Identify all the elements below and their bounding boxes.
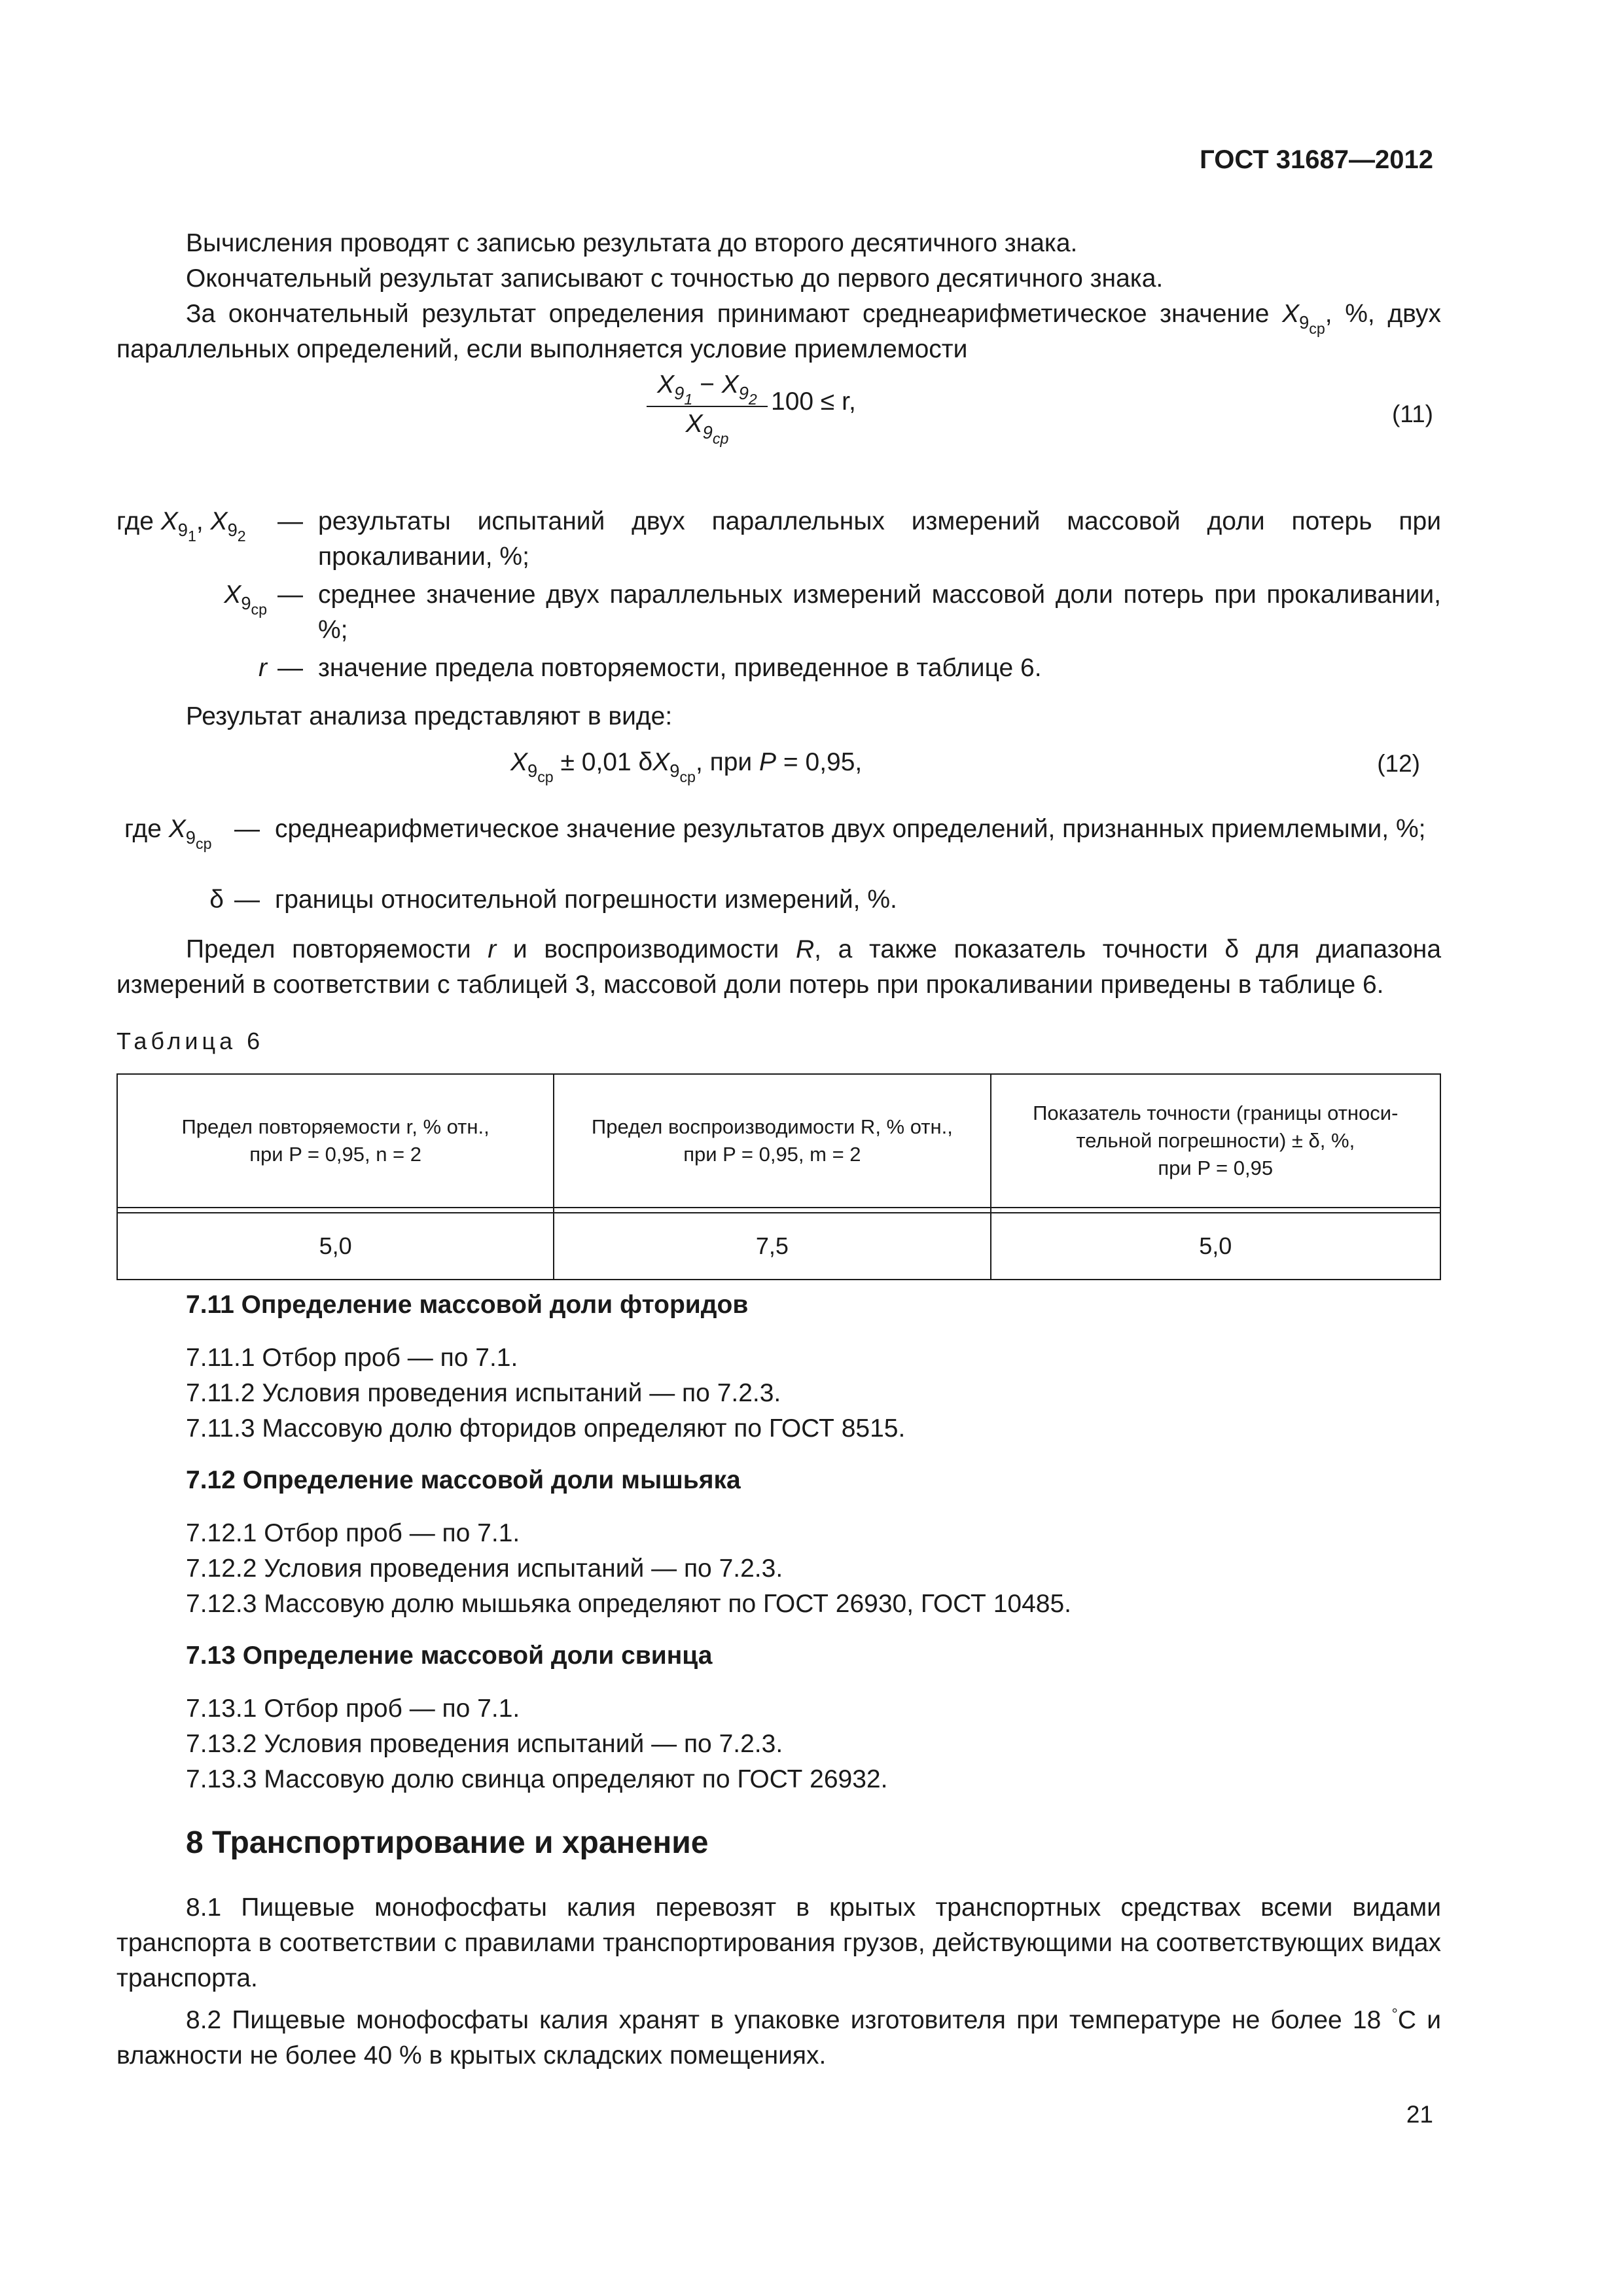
definition-desc-r: значение предела повторяемости, приведенное в таблице 6. bbox=[318, 654, 1042, 682]
list-item: 7.12.1 Отбор проб — по 7.1. bbox=[186, 1519, 520, 1547]
section-heading-7-11: 7.11 Определение массовой доли фторидов bbox=[186, 1291, 749, 1319]
definition-desc-delta: границы относительной погрешности измерений, %. bbox=[275, 886, 897, 914]
definition-dash: — bbox=[277, 581, 303, 609]
paragraph-acceptance-b: , %, двух параллельных определений, если выполняется условие приемлемости bbox=[116, 300, 1441, 363]
table-6 bbox=[116, 1073, 1441, 1280]
definition-dash: — bbox=[277, 507, 303, 535]
equation-11-number: (11) bbox=[1391, 401, 1433, 427]
table-header-row bbox=[117, 1074, 1440, 1208]
equation-11-denominator: $X_{9_{ср}}$ bbox=[685, 410, 729, 447]
equation-12: $X_{9_{ср}} \pm 0,01$ $\delta X_{9_{ср}}$, при P = 0,95, bbox=[510, 748, 863, 785]
equation-12-number: (12) bbox=[1377, 750, 1420, 777]
definition-desc-x91-x92: результаты испытаний двух параллельных измерений массовой доли потерь при прокаливании, %; bbox=[318, 507, 1441, 571]
list-item: 7.11.2 Условия проведения испытаний — по 7.2.3. bbox=[186, 1379, 781, 1407]
table-cell-repeatability: 5,0 bbox=[117, 1213, 554, 1280]
definition-dash: — bbox=[234, 886, 260, 914]
definition-term-x9cp: $X_{9_{ср}}$ bbox=[224, 581, 267, 618]
paragraph-final-precision: Окончательный результат записывают с точностью до первого десятичного знака. bbox=[186, 264, 1164, 293]
paragraph-limits: Предел повторяемости r и воспроизводимости R, а также показатель точности δ для диапазона измерений в соответствии с таблицей 3, массовой доли потерь при прокаливании приведены в таблице 6. bbox=[116, 935, 1442, 999]
list-item: 7.13.1 Отбор проб — по 7.1. bbox=[186, 1695, 520, 1723]
section-heading-7-13: 7.13 Определение массовой доли свинца bbox=[186, 1641, 713, 1670]
paragraph-8-1: 8.1 Пищевые монофосфаты калия перевозят в крытых транспортных средствах всеми видами транспорта в соответствии с правилами транспортирования грузов, действующими на соответствующих видах транспорта. bbox=[116, 1893, 1441, 1992]
definition-term-x9cp-2: где $X_{9_{ср}}$ bbox=[124, 815, 212, 852]
list-item: 7.11.3 Массовую долю фторидов определяют по ГОСТ 8515. bbox=[186, 1414, 906, 1443]
table-cell-accuracy: 5,0 bbox=[991, 1213, 1441, 1280]
definition-desc-x9cp-2: среднеарифметическое значение результатов двух определений, признанных приемлемыми, %; bbox=[275, 815, 1426, 843]
equation-11-rest: 100 ≤ r, bbox=[771, 387, 856, 416]
paragraph-acceptance-a: За окончательный результат определения принимают среднеарифметическое значение bbox=[186, 300, 1283, 328]
equation-11 bbox=[647, 370, 869, 469]
equation-11-numerator: $X_{9_1} - X_{9_2}$ bbox=[657, 370, 757, 408]
section-heading-7-12: 7.12 Определение массовой доли мышьяка bbox=[186, 1466, 741, 1494]
definition-term-x91-x92: где $X_{9_1}$, $X_{9_2}$ bbox=[116, 507, 246, 545]
page-number: 21 bbox=[1406, 2101, 1433, 2128]
definition-term-r: r bbox=[259, 654, 267, 682]
fraction-bar bbox=[647, 406, 768, 407]
table-header-cell: Показатель точности (границы относи- тельной погрешности) ± δ, %, при P = 0,95 bbox=[991, 1074, 1441, 1208]
definition-dash: — bbox=[277, 654, 303, 682]
table-separator bbox=[117, 1208, 1440, 1213]
table-cell-reproducibility: 7,5 bbox=[554, 1213, 990, 1280]
definition-desc-x9cp: среднее значение двух параллельных измерений массовой доли потерь при прокаливании, %; bbox=[318, 581, 1441, 644]
paragraph-result-intro: Результат анализа представляют в виде: bbox=[186, 702, 673, 730]
paragraph-8-2: 8.2 Пищевые монофосфаты калия хранят в упаковке изготовителя при температуре не более 18 °С и влажности не более 40 % в крытых складских помещениях. bbox=[116, 2005, 1441, 2070]
list-item: 7.13.3 Массовую долю свинца определяют по ГОСТ 26932. bbox=[186, 1765, 888, 1793]
list-item: 7.11.1 Отбор проб — по 7.1. bbox=[186, 1344, 518, 1372]
list-item: 7.12.3 Массовую долю мышьяка определяют по ГОСТ 26930, ГОСТ 10485. bbox=[186, 1590, 1071, 1618]
paragraph-calc-precision: Вычисления проводят с записью результата до второго десятичного знака. bbox=[186, 229, 1078, 257]
document-id: ГОСТ 31687—2012 bbox=[1200, 145, 1433, 174]
table-caption: Таблица 6 bbox=[116, 1028, 264, 1054]
table-row bbox=[117, 1213, 1440, 1280]
table-header-cell: Предел повторяемости r, % отн., при P = 0,95, n = 2 bbox=[117, 1074, 554, 1208]
list-item: 7.13.2 Условия проведения испытаний — по 7.2.3. bbox=[186, 1730, 783, 1758]
list-item: 7.12.2 Условия проведения испытаний — по 7.2.3. bbox=[186, 1554, 783, 1583]
definition-dash: — bbox=[234, 815, 260, 843]
table-header-cell: Предел воспроизводимости R, % отн., при P = 0,95, m = 2 bbox=[554, 1074, 990, 1208]
paragraph-acceptance: За окончательный результат определения принимают среднеарифметическое значение $X_{9_{ср}}$, %, двух параллельных определений, если выполняется условие приемлемости bbox=[116, 300, 1441, 363]
definition-term-delta: δ bbox=[209, 886, 224, 914]
section-heading-8: 8 Транспортирование и хранение bbox=[186, 1825, 709, 1860]
